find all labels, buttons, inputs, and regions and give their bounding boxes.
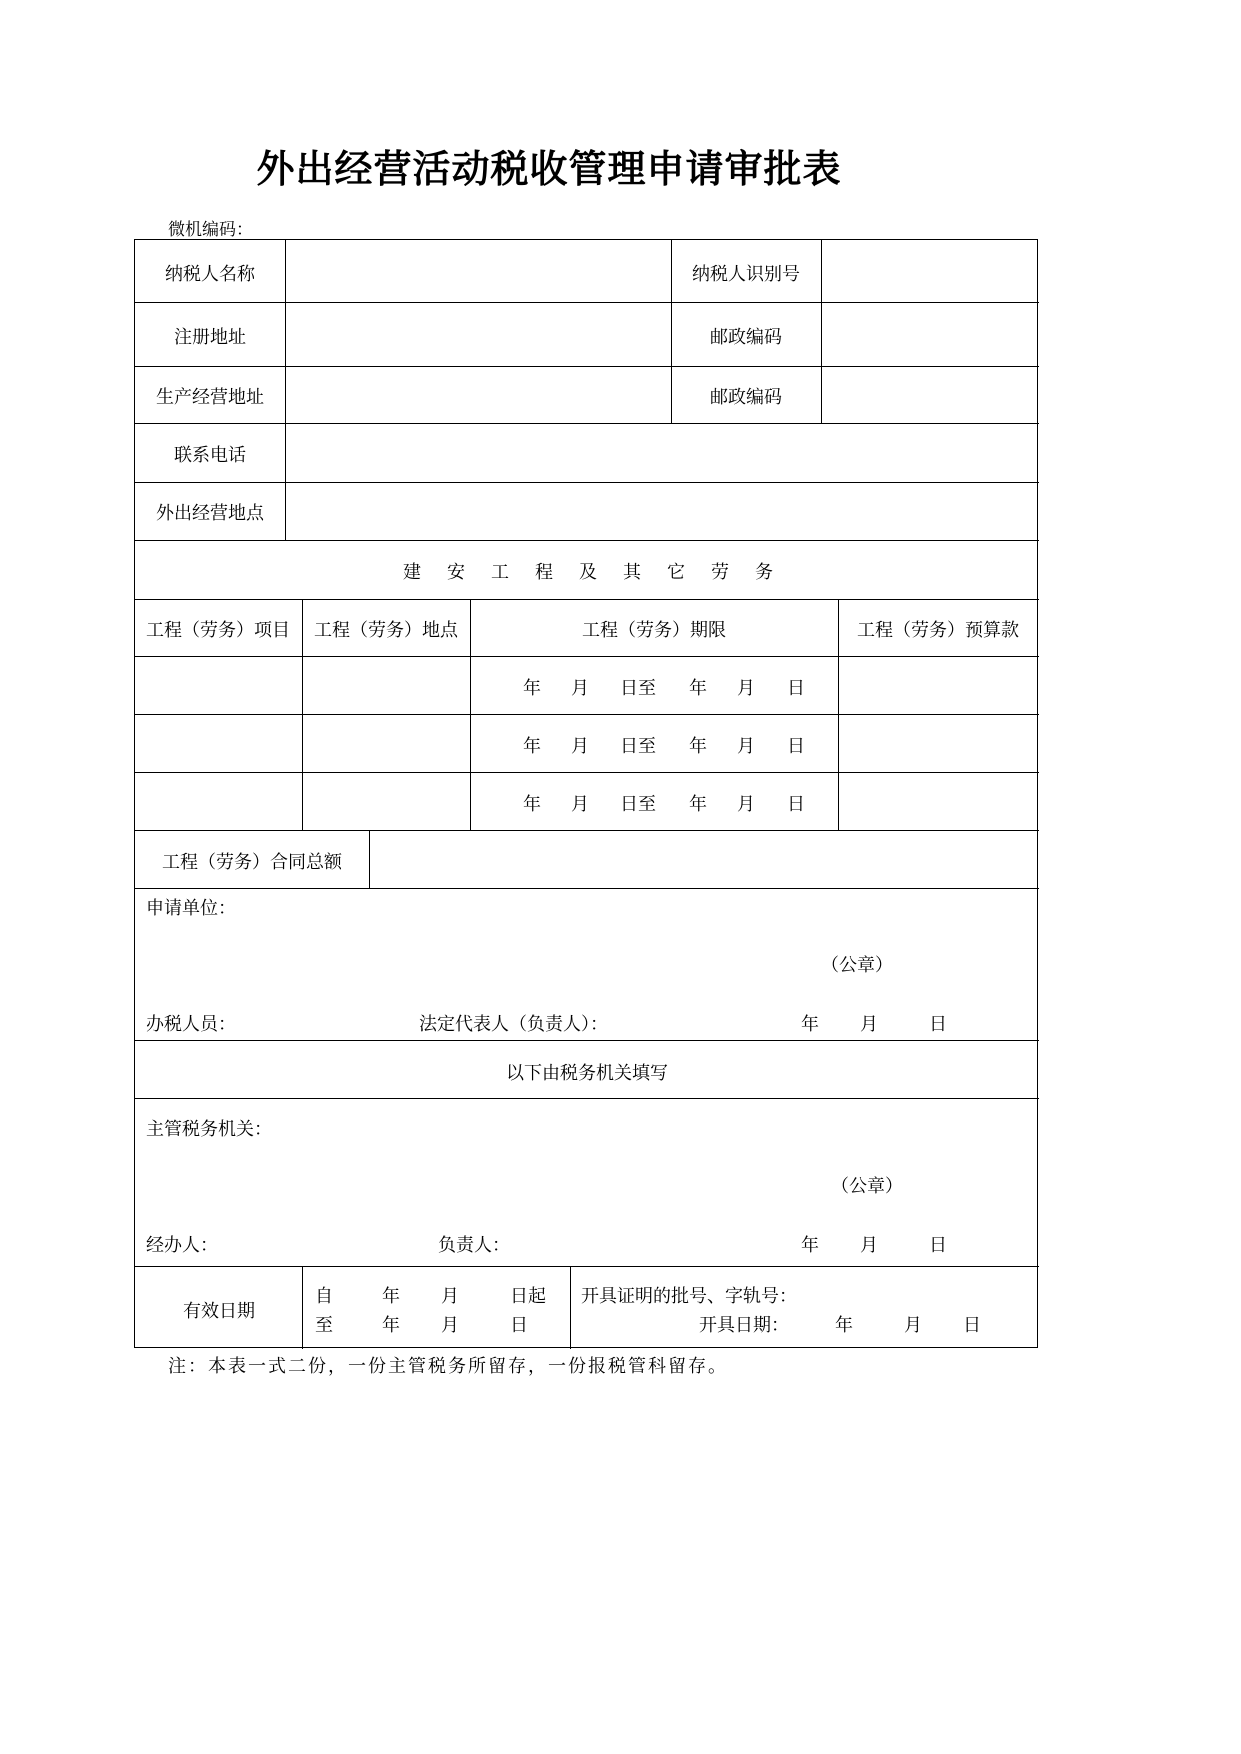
- competent-authority-label: 主管税务机关：: [146, 1119, 272, 1140]
- issue-date-label: 开具日期：: [699, 1315, 789, 1336]
- postal-code-label: 邮政编码: [710, 327, 782, 348]
- section-header: 建安工程及其它劳务: [403, 562, 799, 583]
- column-header: 工程（劳务）预算款: [857, 620, 1019, 641]
- responsible-person-label: 负责人：: [438, 1235, 510, 1256]
- validity-label: 有效日期: [183, 1301, 255, 1322]
- taxpayer-id-label: 纳税人识别号: [692, 264, 800, 285]
- business-address-label: 生产经营地址: [156, 387, 264, 408]
- phone-label: 联系电话: [174, 445, 246, 466]
- form-title: 外出经营活动税收管理申请审批表: [256, 147, 842, 191]
- contract-total-label: 工程（劳务）合同总额: [162, 852, 342, 873]
- seal-placeholder: （公章）: [831, 1176, 903, 1197]
- applicant-unit-label: 申请单位：: [146, 898, 236, 919]
- registered-address-label: 注册地址: [174, 327, 246, 348]
- taxpayer-name-label: 纳税人名称: [165, 264, 255, 285]
- outbound-location-label: 外出经营地点: [156, 503, 264, 524]
- form-table: 纳税人名称 纳税人识别号 注册地址 邮政编码 生产经营地址 邮政编码 联系电话 外出经营地点 建安工程及其它劳务 工程（劳务）项目 工程（劳务）地点 工程（劳务）期限 工程（劳务）预算款 年 月 日至 年 月 日 年 月 日至 年 月 日 年 月 日至 年 月 日 工程（劳务）合同总额 申请单位： （公章） 办税人员： 法定代表人（负责人）： 年 月 日 以下由税务机关填写 主管税务机关： （公章） 经办人： 负责人： 年 月 日 有效日期 自 年 月 日起 至 年 月 日 开具证明的批号、字轨号： 开具日期： 年 月 日: [134, 239, 1038, 1348]
- certificate-number-label: 开具证明的批号、字轨号：: [581, 1286, 797, 1307]
- column-header: 工程（劳务）地点: [314, 620, 458, 641]
- footer-note: 注：本表一式二份，一份主管税务所留存，一份报税管科留存。: [168, 1356, 728, 1377]
- seal-placeholder: （公章）: [821, 955, 893, 976]
- handler-label: 经办人：: [146, 1235, 218, 1256]
- postal-code-label: 邮政编码: [710, 387, 782, 408]
- tax-authority-header: 以下由税务机关填写: [506, 1063, 668, 1084]
- column-header: 工程（劳务）期限: [582, 620, 726, 641]
- legal-representative-label: 法定代表人（负责人）：: [419, 1014, 608, 1035]
- tax-officer-label: 办税人员：: [146, 1014, 236, 1035]
- column-header: 工程（劳务）项目: [146, 620, 290, 641]
- computer-code-label: 微机编码：: [168, 220, 253, 240]
